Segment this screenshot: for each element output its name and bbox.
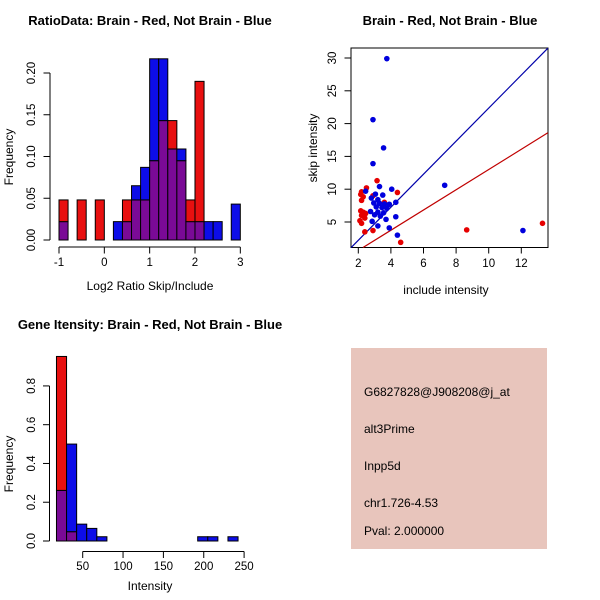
x-tick-label: 2 [355, 258, 362, 270]
y-tick-label: 10 [327, 182, 339, 196]
gene-info-box [351, 348, 547, 549]
gene-histogram-title: Gene Itensity: Brain - Red, Not Brain - Blue [17, 317, 283, 332]
gene-histogram-xlabel: Intensity [127, 579, 173, 593]
hist-bar-overlap [56, 490, 66, 541]
x-tick-label: 4 [387, 258, 395, 270]
hist-bar-blue [213, 222, 222, 240]
point-not-brain [383, 217, 389, 223]
hist-bar-blue [177, 149, 186, 161]
info-line: Inpp5d [364, 459, 401, 473]
info-line: alt3Prime [364, 422, 415, 436]
y-tick-label: 0.8 [26, 377, 38, 394]
y-tick-label: 20 [327, 117, 339, 130]
hist-bar-blue [198, 537, 208, 541]
hist-bar-blue [208, 537, 218, 541]
y-tick-label: 0.4 [26, 455, 38, 472]
hist-bar-overlap [177, 161, 186, 240]
point-brain [370, 228, 376, 234]
point-not-brain [389, 186, 395, 192]
point-not-brain [369, 195, 375, 201]
y-tick-label: 0.00 [26, 228, 38, 252]
x-tick-label: 200 [194, 561, 214, 573]
point-not-brain [373, 191, 379, 197]
hist-bar-blue [141, 167, 150, 200]
pval-text: Pval: 2.000000 [364, 524, 445, 538]
hist-bar-blue [159, 59, 168, 121]
point-not-brain [384, 56, 390, 62]
point-not-brain [373, 204, 379, 210]
point-brain [374, 178, 380, 184]
hist-bar-blue [132, 186, 141, 200]
point-not-brain [363, 188, 369, 194]
point-not-brain [375, 223, 381, 229]
x-tick-label: 6 [420, 258, 427, 270]
x-tick-label: 100 [113, 561, 133, 573]
hist-bar-overlap [132, 200, 141, 240]
point-not-brain [386, 225, 392, 231]
hist-bar-red [186, 200, 195, 222]
hist-bar-overlap [150, 161, 159, 240]
y-tick-label: 5 [327, 218, 339, 226]
gene-histogram-bars [56, 356, 238, 541]
x-tick-label: 50 [76, 561, 90, 573]
y-tick-label: 0.05 [26, 187, 38, 210]
point-brain [398, 240, 404, 246]
hist-bar-overlap [67, 532, 77, 541]
hist-bar-blue [150, 59, 159, 161]
point-brain [359, 198, 365, 204]
hist-bar-blue [97, 537, 107, 541]
x-tick-label: 3 [237, 257, 244, 269]
gene-histogram-ylabel: Frequency [2, 435, 16, 493]
hist-bar-overlap [168, 149, 177, 240]
info-line: chr1.726-4.53 [364, 496, 439, 510]
scatter-title: Brain - Red, Not Brain - Blue [362, 13, 538, 28]
panel-ratio-histogram [2, 13, 272, 293]
point-brain [540, 221, 546, 227]
panel-gene-intensity-histogram [2, 317, 282, 593]
point-brain [395, 190, 401, 196]
hist-bar-blue [228, 537, 238, 541]
point-not-brain [395, 232, 401, 238]
hist-bar-red [77, 200, 86, 240]
hist-bar-red [122, 200, 131, 222]
hist-bar-blue [231, 204, 240, 240]
panel-intensity-scatter [306, 13, 548, 297]
y-tick-label: 0.6 [26, 416, 38, 433]
point-brain [359, 221, 365, 227]
scatter-xlabel: include intensity [403, 283, 489, 297]
x-tick-label: 1 [146, 257, 153, 269]
ratio-histogram-xlabel: Log2 Ratio Skip/Include [86, 279, 214, 293]
point-brain [464, 227, 470, 233]
x-tick-label: 250 [234, 561, 254, 573]
point-not-brain [379, 205, 385, 211]
point-not-brain [378, 213, 384, 219]
y-tick-label: 15 [327, 150, 339, 163]
point-not-brain [384, 205, 390, 211]
point-brain [362, 229, 368, 235]
hist-bar-red [56, 356, 66, 490]
point-not-brain [377, 184, 383, 190]
x-tick-label: 150 [153, 561, 173, 573]
ratio-histogram-ylabel: Frequency [2, 128, 16, 186]
point-not-brain [370, 117, 376, 123]
hist-bar-overlap [59, 222, 68, 240]
info-line: G6827828@J908208@j_at [364, 385, 510, 399]
ratio-histogram-bars [59, 59, 240, 240]
point-not-brain [393, 214, 399, 220]
x-tick-label: -1 [53, 257, 65, 269]
point-not-brain [380, 192, 386, 198]
x-tick-label: 0 [101, 257, 108, 269]
point-brain [362, 215, 368, 221]
hist-bar-red [59, 200, 68, 222]
y-tick-label: 0.0 [26, 533, 38, 549]
hist-bar-red [195, 81, 204, 221]
hist-bar-blue [113, 222, 122, 240]
hist-bar-blue [204, 222, 213, 240]
point-not-brain [393, 200, 399, 206]
x-tick-label: 10 [482, 258, 496, 270]
y-tick-label: 30 [327, 51, 339, 65]
x-tick-label: 8 [452, 258, 460, 270]
hist-bar-red [95, 200, 104, 240]
point-not-brain [442, 182, 448, 188]
point-not-brain [372, 212, 378, 218]
hist-bar-overlap [122, 222, 131, 240]
y-tick-label: 25 [327, 84, 339, 98]
panel-gene-info [351, 348, 547, 549]
scatter-points [357, 56, 545, 245]
hist-bar-blue [77, 524, 87, 541]
point-not-brain [370, 161, 376, 167]
scatter-ylabel: skip intensity [306, 113, 320, 183]
hist-bar-overlap [141, 200, 150, 240]
x-tick-label: 2 [191, 257, 199, 269]
hist-bar-overlap [186, 222, 195, 240]
hist-bar-overlap [195, 222, 204, 240]
x-tick-label: 12 [514, 258, 528, 270]
hist-bar-blue [87, 528, 97, 541]
point-not-brain [369, 219, 375, 225]
y-tick-label: 0.10 [26, 145, 38, 168]
point-not-brain [381, 145, 387, 151]
hist-bar-blue [67, 444, 77, 532]
y-tick-label: 0.15 [26, 103, 38, 126]
hist-bar-overlap [159, 121, 168, 240]
point-not-brain [520, 228, 526, 234]
y-tick-label: 0.2 [26, 494, 38, 511]
y-tick-label: 0.20 [26, 61, 38, 85]
hist-bar-red [168, 121, 177, 149]
ratio-histogram-title: RatioData: Brain - Red, Not Brain - Blue [28, 13, 272, 28]
